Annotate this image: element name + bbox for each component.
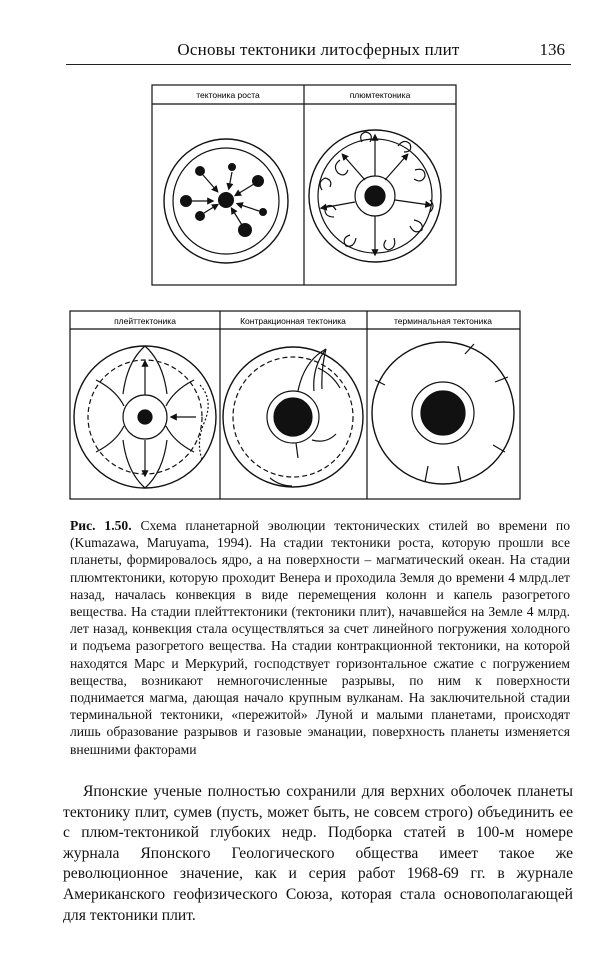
page-number: 136	[539, 40, 565, 59]
caption-text: Схема планетарной эволюции тектонических стилей во времени по (Kumazawa, Maruyama, 1994). На стадии тектоники роста, которую прошли все планеты, формировалось ядро, а на поверхности – магматический океан. На стадии плюмтектоники, которую проходит Венера и проходила Земля до времени 4 млрд.лет назад, началась конвекция в виде перемещения колонн и капель разогретого вещества. На стадии плейттектоники (тектоники плит), начавшейся на Земле 4 млрд. лет назад, конвекция стала осуществляться за счет линейного погружения холодного и подъема разогретого вещества. На стадии контракционной тектоники, на которой находятся Марс и Меркурий, господствует горизонтальное сжатие с погружением вещества, возникают немногочисленные разрывы, по ним к поверхности поднимается магма, дающая начало крупным вулканам. На заключительной стадии терминальной тектоники, «пережитой» Луной и малыми планетами, происходят лишь образование разрывов и газовые эманации, поверхность планеты изменяется внешними факторами	[70, 518, 570, 757]
panel-label-growth: тектоника роста	[196, 90, 260, 100]
terminal-tectonics-diagram	[372, 342, 514, 484]
caption-label: Рис. 1.50.	[70, 518, 132, 533]
top-row-frame	[152, 85, 456, 285]
panel-label-contraction: Контракционная тектоника	[240, 316, 346, 326]
body-paragraph: Японские ученые полностью сохранили для верхних оболочек планеты тектонику плит, сумев (пусть, может быть, не совсем строго) объединить ее с плюм-тектоникой глубоких недр. Подборка статей в 100-м номере журнала Японского Геологического общества имеет такое же революционное значение, как и серия работ 1968-69 гг. в журнале Американского геофизического Союза, которая стала основополагающей для тектоники плит.	[63, 783, 573, 924]
plate-tectonics-diagram	[74, 346, 216, 488]
figure-caption	[70, 517, 570, 758]
running-title: Основы тектоники литосферных плит	[177, 40, 460, 59]
panel-label-plate: плейттектоника	[114, 316, 176, 326]
contraction-tectonics-diagram	[223, 347, 363, 487]
growth-tectonics-diagram	[164, 139, 288, 263]
panel-label-terminal: терминальная тектоника	[394, 316, 492, 326]
plume-tectonics-diagram	[309, 130, 441, 262]
panel-label-plume: плюмтектоника	[349, 90, 411, 100]
